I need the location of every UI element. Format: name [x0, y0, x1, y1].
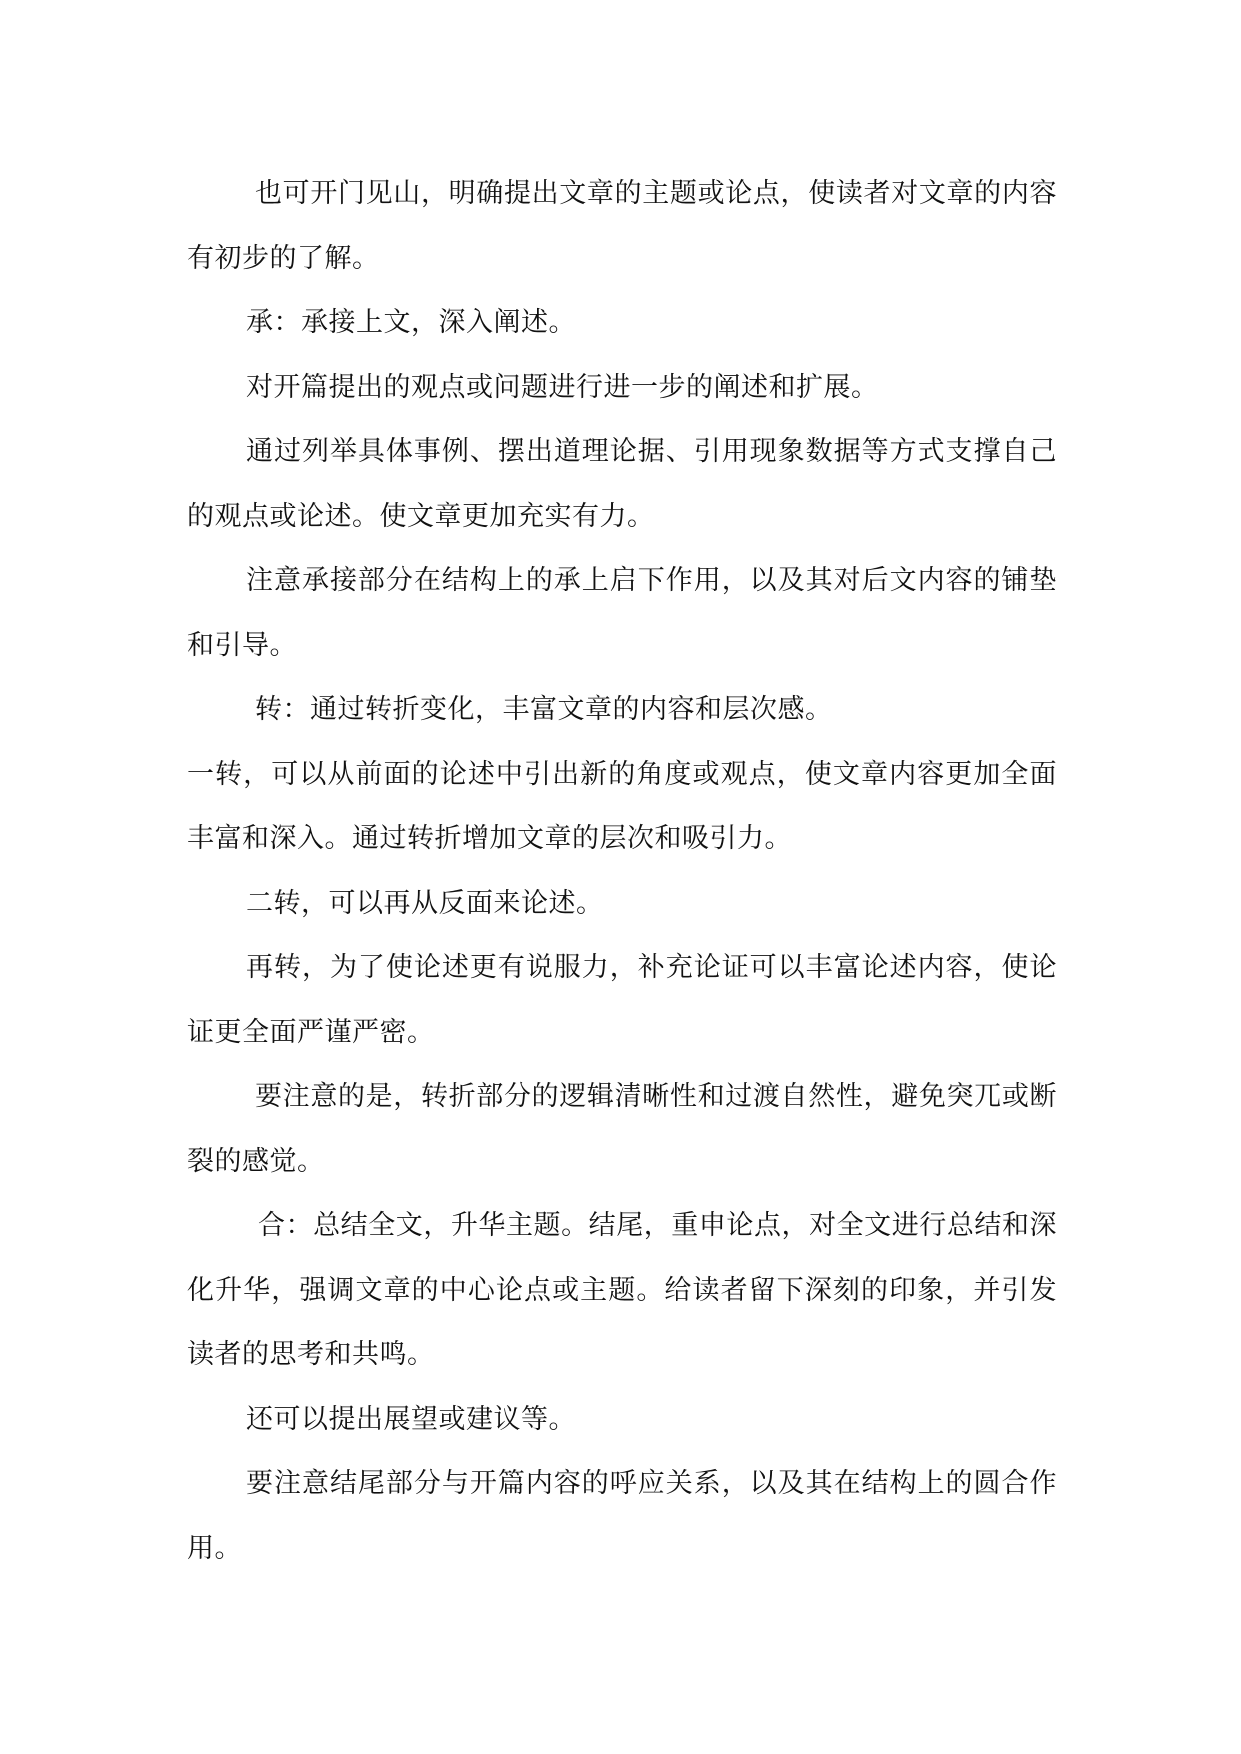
paragraph-zhuan-first: 一转，可以从前面的论述中引出新的角度或观点，使文章内容更加全面丰富和深入。通过转折增加文章的层次和吸引力。: [187, 758, 1057, 854]
paragraph-he-note: 要注意结尾部分与开篇内容的呼应关系，以及其在结构上的圆合作用。: [187, 1468, 1057, 1564]
paragraph-cheng-transition: 注意承接部分在结构上的承上启下作用，以及其对后文内容的铺垫和引导。: [187, 565, 1057, 661]
paragraph-cheng-heading: 承：承接上文，深入阐述。: [246, 307, 576, 338]
paragraph-cheng-expand: 对开篇提出的观点或问题进行进一步的阐述和扩展。: [246, 371, 879, 403]
paragraph-zhuan-again: 再转，为了使论述更有说服力，补充论证可以丰富论述内容，使论证更全面严谨严密。: [187, 952, 1057, 1048]
paragraph-cheng-evidence: 通过列举具体事例、摆出道理论据、引用现象数据等方式支撑自己的观点或论述。使文章更加充实有力。: [187, 436, 1057, 532]
paragraph-opening-direct: 也可开门见山，明确提出文章的主题或论点，使读者对文章的内容有初步的了解。: [187, 178, 1057, 274]
document-body: [187, 162, 1057, 1581]
paragraph-he-heading: 合：总结全文，升华主题。结尾，重申论点，对全文进行总结和深化升华，强调文章的中心论点或主题。给读者留下深刻的印象，并引发读者的思考和共鸣。: [187, 1210, 1057, 1370]
paragraph-zhuan-second: 二转，可以再从反面来论述。: [246, 887, 604, 919]
paragraph-zhuan-heading: 转：通过转折变化，丰富文章的内容和层次感。: [255, 694, 833, 725]
paragraph-zhuan-note: 要注意的是，转折部分的逻辑清晰性和过渡自然性，避免突兀或断裂的感觉。: [187, 1081, 1057, 1177]
paragraph-he-outlook: 还可以提出展望或建议等。: [246, 1403, 576, 1435]
